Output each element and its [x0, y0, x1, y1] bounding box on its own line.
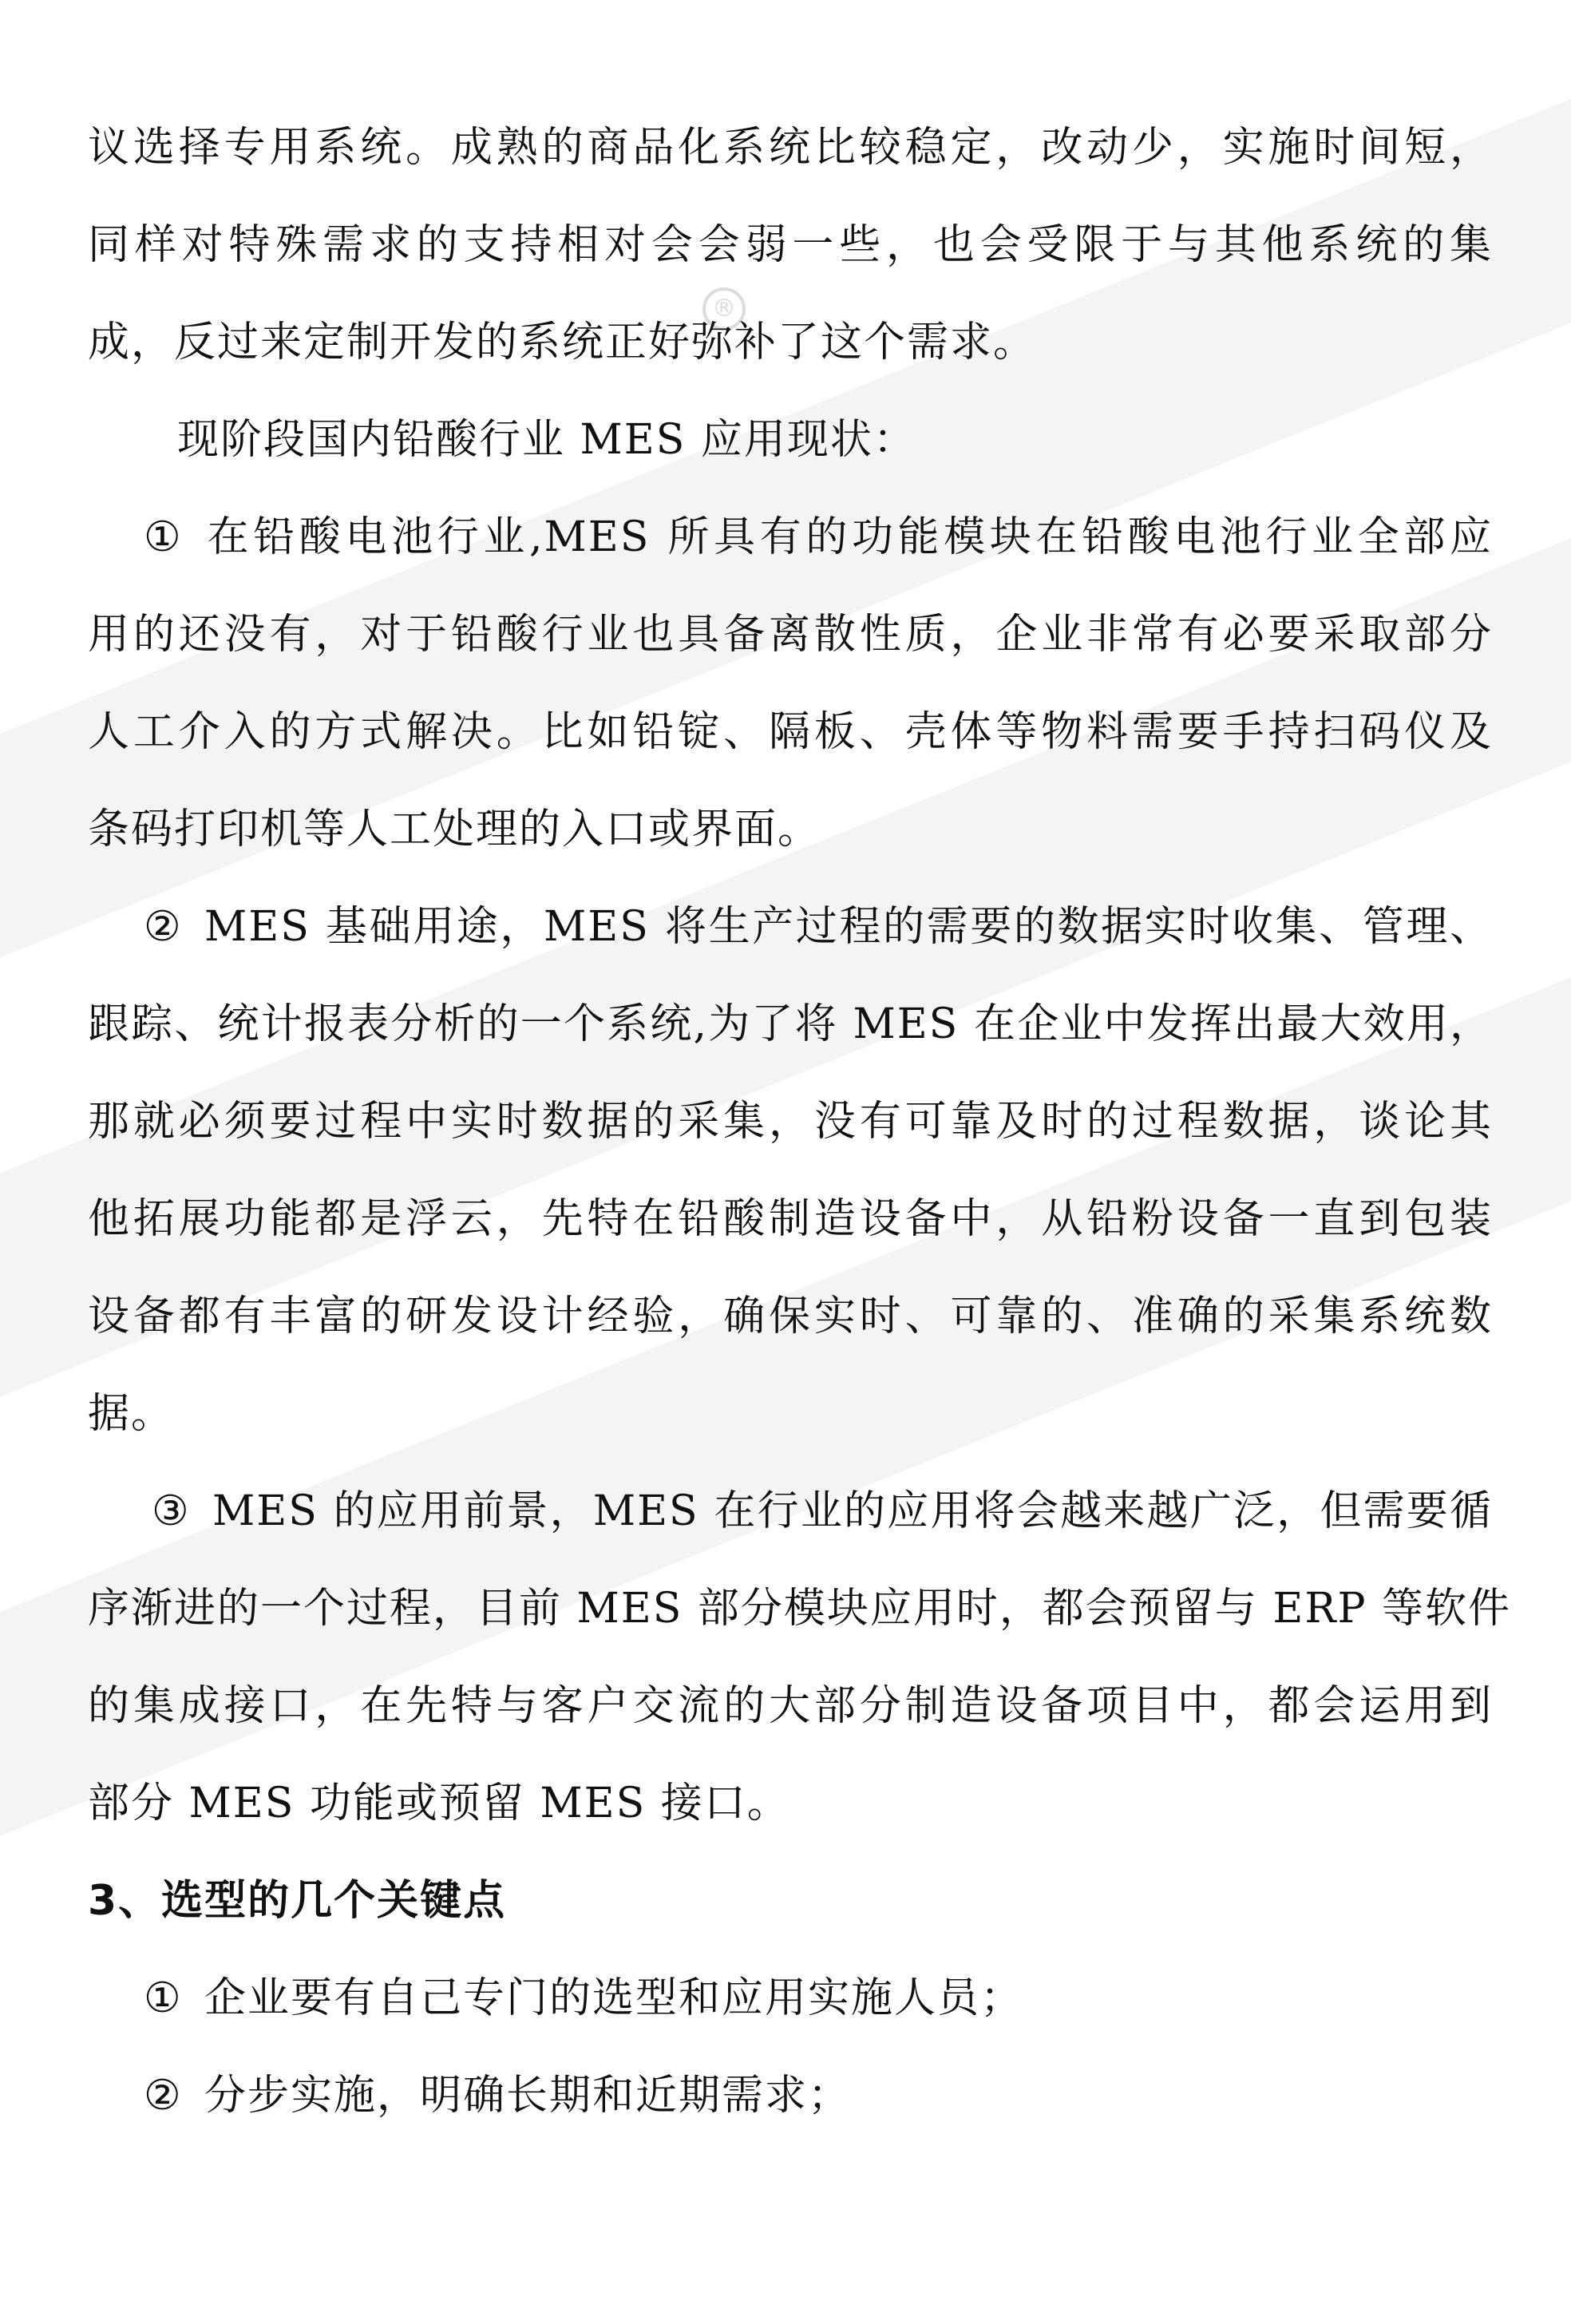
- list-item-3-first-line: [88, 1483, 1493, 1539]
- paragraph-line: 人工介入的方式解决。比如铅锭、隔板、壳体等物料需要手持扫码仪及: [88, 708, 1493, 756]
- paragraph-line: 部分 MES 功能或预留 MES 接口。: [88, 1780, 790, 1827]
- list-item-1-first-line: [88, 509, 1493, 565]
- key-point-1: [88, 1970, 1023, 2026]
- list-item-2-first-line: [88, 899, 1493, 955]
- list-item-text: MES 的应用前景，MES 在行业的应用将会越来越广泛，但需要循: [212, 1487, 1493, 1535]
- paragraph-line: 他拓展功能都是浮云，先特在铅酸制造设备中，从铅粉设备一直到包装: [88, 1195, 1493, 1243]
- paragraph-line: 序渐进的一个过程，目前 MES 部分模块应用时，都会预留与 ERP 等软件: [88, 1585, 1512, 1633]
- list-marker: ②: [144, 903, 183, 951]
- section-heading: 3、选型的几个关键点: [88, 1877, 507, 1925]
- key-point-text: 分步实施，明确长期和近期需求；: [204, 2072, 852, 2120]
- paragraph-line: 的集成接口，在先特与客户交流的大部分制造设备项目中，都会运用到: [88, 1682, 1493, 1730]
- status-intro-line: 现阶段国内铅酸行业 MES 应用现状：: [177, 416, 916, 464]
- registered-trademark-icon: ®: [702, 287, 746, 331]
- paragraph-line: 成，反过来定制开发的系统正好弥补了这个需求。: [88, 319, 1037, 366]
- list-item-text: MES 基础用途，MES 将生产过程的需要的数据实时收集、管理、: [204, 903, 1493, 951]
- list-marker: ①: [144, 1974, 183, 2022]
- paragraph-line: 据。: [88, 1390, 175, 1438]
- paragraph-line: 同样对特殊需求的支持相对会会弱一些，也会受限于与其他系统的集: [88, 221, 1493, 269]
- paragraph-line: 条码打印机等人工处理的入口或界面。: [88, 806, 821, 853]
- paragraph-line: 议选择专用系统。成熟的商品化系统比较稳定，改动少，实施时间短，: [88, 124, 1493, 172]
- key-point-2: [88, 2068, 851, 2124]
- paragraph-line: 那就必须要过程中实时数据的采集，没有可靠及时的过程数据，谈论其: [88, 1098, 1493, 1146]
- list-item-text: 在铅酸电池行业,MES 所具有的功能模块在铅酸电池行业全部应: [204, 513, 1493, 561]
- list-marker: ③: [152, 1487, 191, 1535]
- key-point-text: 企业要有自己专门的选型和应用实施人员；: [204, 1974, 1024, 2022]
- list-marker: ①: [144, 513, 183, 561]
- paragraph-line: 跟踪、统计报表分析的一个系统,为了将 MES 在企业中发挥出最大效用，: [88, 1000, 1493, 1048]
- paragraph-line: 用的还没有，对于铅酸行业也具备离散性质，企业非常有必要采取部分: [88, 611, 1493, 659]
- list-marker: ②: [144, 2072, 183, 2120]
- paragraph-line: 设备都有丰富的研发设计经验，确保实时、可靠的、准确的采集系统数: [88, 1293, 1493, 1340]
